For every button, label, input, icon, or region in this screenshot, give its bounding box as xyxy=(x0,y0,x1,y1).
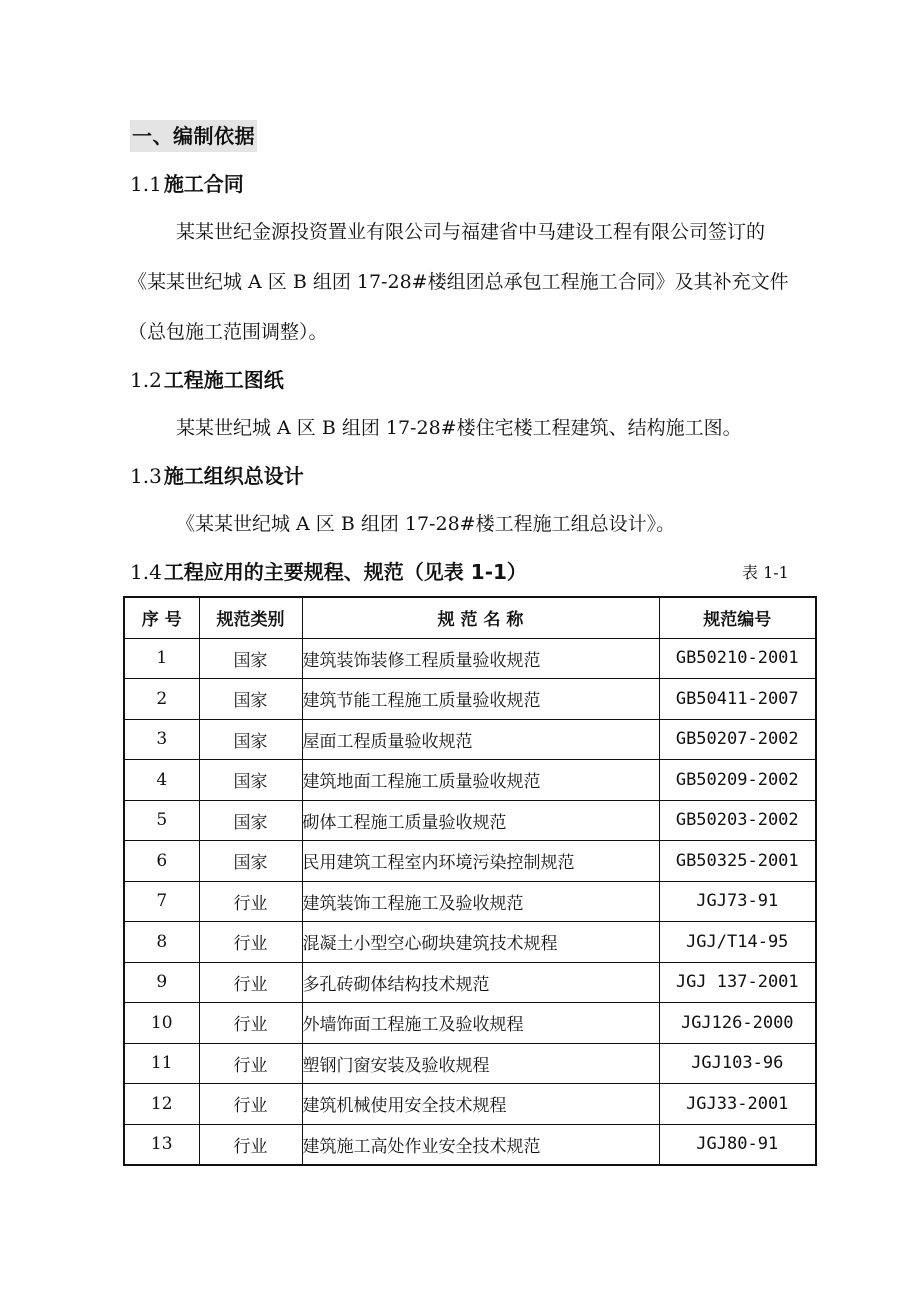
row-index: 11 xyxy=(124,1043,199,1084)
row-category: 行业 xyxy=(199,962,302,1003)
row-category: 行业 xyxy=(199,1124,302,1165)
row-standard-code: GB50209-2002 xyxy=(659,760,816,801)
table-row xyxy=(124,841,816,882)
table-row xyxy=(124,1084,816,1125)
table-row xyxy=(124,760,816,801)
row-index: 6 xyxy=(124,841,199,882)
row-standard-name: 建筑装饰工程施工及验收规范 xyxy=(302,881,659,922)
paragraph-line: 《某某世纪城 A 区 B 组团 17-28#楼组团总承包工程施工合同》及其补充文件 xyxy=(128,271,789,293)
row-index: 10 xyxy=(124,1003,199,1044)
row-standard-code: JGJ126-2000 xyxy=(659,1003,816,1044)
table-row xyxy=(124,1043,816,1084)
row-index: 4 xyxy=(124,760,199,801)
table-row xyxy=(124,1003,816,1044)
subheading-number: 1.1 xyxy=(130,172,162,196)
subheading-title: 施工合同 xyxy=(163,172,244,196)
table-row xyxy=(124,962,816,1003)
row-standard-name: 外墙饰面工程施工及验收规程 xyxy=(302,1003,659,1044)
row-standard-name: 塑钢门窗安装及验收规程 xyxy=(302,1043,659,1084)
table-row xyxy=(124,800,816,841)
paragraph-line: 《某某世纪城 A 区 B 组团 17-28#楼工程施工组总设计》。 xyxy=(176,513,676,535)
row-standard-code: GB50207-2002 xyxy=(659,719,816,760)
subheading-1-3 xyxy=(130,462,304,490)
row-standard-code: JGJ/T14-95 xyxy=(659,922,816,963)
row-category: 行业 xyxy=(199,1003,302,1044)
table-row xyxy=(124,881,816,922)
row-category: 行业 xyxy=(199,922,302,963)
row-category: 国家 xyxy=(199,800,302,841)
row-standard-code: JGJ80-91 xyxy=(659,1124,816,1165)
row-standard-name: 屋面工程质量验收规范 xyxy=(302,719,659,760)
subheading-title: 工程应用的主要规程、规范（见表 1-1） xyxy=(163,560,527,584)
row-standard-name: 砌体工程施工质量验收规范 xyxy=(302,800,659,841)
row-category: 行业 xyxy=(199,1084,302,1125)
row-category: 国家 xyxy=(199,638,302,679)
table-caption: 表 1-1 xyxy=(742,563,789,582)
subheading-number: 1.2 xyxy=(130,368,162,392)
row-category: 国家 xyxy=(199,760,302,801)
subheading-title: 工程施工图纸 xyxy=(163,368,284,392)
row-category: 行业 xyxy=(199,1043,302,1084)
subheading-1-2 xyxy=(130,366,284,394)
table-header-row xyxy=(124,597,816,638)
row-index: 1 xyxy=(124,638,199,679)
subheading-number: 1.3 xyxy=(130,464,162,488)
table-row xyxy=(124,922,816,963)
header-category: 规范类别 xyxy=(199,597,302,638)
row-index: 12 xyxy=(124,1084,199,1125)
header-index: 序 号 xyxy=(124,597,199,638)
row-standard-code: JGJ73-91 xyxy=(659,881,816,922)
table-row xyxy=(124,1124,816,1165)
standards-table xyxy=(123,596,817,1166)
row-index: 8 xyxy=(124,922,199,963)
row-category: 行业 xyxy=(199,881,302,922)
row-standard-code: GB50210-2001 xyxy=(659,638,816,679)
table-row xyxy=(124,719,816,760)
header-code: 规范编号 xyxy=(659,597,816,638)
subheading-1-1 xyxy=(130,170,244,198)
section-heading: 一、编制依据 xyxy=(130,120,257,152)
row-standard-code: JGJ 137-2001 xyxy=(659,962,816,1003)
row-category: 国家 xyxy=(199,719,302,760)
row-standard-code: JGJ33-2001 xyxy=(659,1084,816,1125)
row-index: 9 xyxy=(124,962,199,1003)
row-index: 2 xyxy=(124,679,199,720)
row-standard-code: GB50203-2002 xyxy=(659,800,816,841)
row-index: 3 xyxy=(124,719,199,760)
table-row xyxy=(124,638,816,679)
subheading-title: 施工组织总设计 xyxy=(163,464,304,488)
paragraph-line: （总包施工范围调整）。 xyxy=(128,321,328,343)
row-standard-name: 多孔砖砌体结构技术规范 xyxy=(302,962,659,1003)
paragraph-line: 某某世纪金源投资置业有限公司与福建省中马建设工程有限公司签订的 xyxy=(176,221,766,243)
row-standard-name: 建筑机械使用安全技术规程 xyxy=(302,1084,659,1125)
row-standard-code: JGJ103-96 xyxy=(659,1043,816,1084)
row-standard-name: 建筑地面工程施工质量验收规范 xyxy=(302,760,659,801)
row-standard-name: 建筑施工高处作业安全技术规范 xyxy=(302,1124,659,1165)
paragraph-line: 某某世纪城 A 区 B 组团 17-28#楼住宅楼工程建筑、结构施工图。 xyxy=(176,417,742,439)
row-standard-name: 混凝土小型空心砌块建筑技术规程 xyxy=(302,922,659,963)
row-standard-name: 民用建筑工程室内环境污染控制规范 xyxy=(302,841,659,882)
table-row xyxy=(124,679,816,720)
row-standard-name: 建筑装饰装修工程质量验收规范 xyxy=(302,638,659,679)
row-index: 5 xyxy=(124,800,199,841)
row-index: 7 xyxy=(124,881,199,922)
row-category: 国家 xyxy=(199,841,302,882)
row-standard-name: 建筑节能工程施工质量验收规范 xyxy=(302,679,659,720)
row-standard-code: GB50325-2001 xyxy=(659,841,816,882)
subheading-number: 1.4 xyxy=(130,560,162,584)
row-category: 国家 xyxy=(199,679,302,720)
row-standard-code: GB50411-2007 xyxy=(659,679,816,720)
subheading-1-4 xyxy=(130,558,527,586)
header-name: 规 范 名 称 xyxy=(302,597,659,638)
row-index: 13 xyxy=(124,1124,199,1165)
